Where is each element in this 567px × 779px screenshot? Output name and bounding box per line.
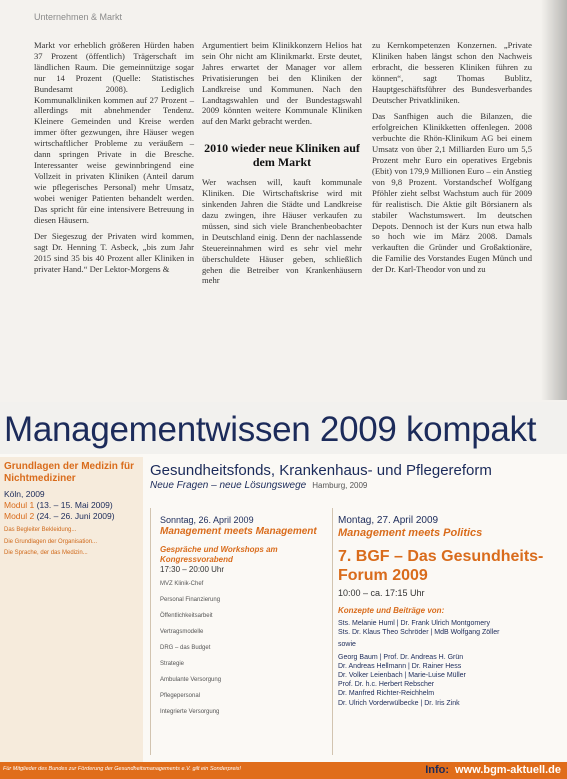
modul-label: Modul 1 bbox=[4, 500, 35, 510]
page-gutter-shadow bbox=[541, 0, 567, 400]
ad-main-subtitle bbox=[150, 480, 567, 491]
speaker-line: Sts. Melanie Huml | Dr. Frank Ulrich Montgomery bbox=[338, 620, 490, 627]
advertisement bbox=[0, 402, 567, 779]
ad-column-divider bbox=[150, 508, 151, 755]
list-item: Das Begleiter Bekleidung... bbox=[4, 527, 77, 533]
list-item: Die Grundlagen der Organisation... bbox=[4, 538, 98, 545]
list-item: Öffentlichkeitsarbeit bbox=[160, 613, 213, 619]
sunday-date: Sonntag, 26. April 2009 bbox=[160, 515, 254, 525]
website-url[interactable]: www.bgm-aktuell.de bbox=[455, 764, 561, 776]
speaker-line: Dr. Andreas Hellmann | Dr. Rainer Hess bbox=[338, 662, 462, 670]
subtitle-location: Hamburg, 2009 bbox=[312, 481, 368, 490]
list-item: Vertragsmodelle bbox=[160, 629, 204, 635]
ad-monday-column bbox=[338, 515, 548, 708]
article-paragraph: Der Siegeszug der Privaten wird kommen, sagt Dr. Henning T. Asbeck, „bis zum Jahr 2015 sind 35 bis 40 Prozent aller Kliniken in privater Hand.“ Der Lektor-Morgens & bbox=[34, 231, 194, 275]
ad-main-title: Gesundheitsfonds, Krankenhaus- und Pflegereform bbox=[150, 462, 492, 479]
speaker-line: Dr. Manfred Richter-Reichhelm bbox=[338, 690, 435, 698]
speaker-line: Prof. Dr. h.c. Herbert Rebscher bbox=[338, 681, 435, 689]
speaker-line: sowie bbox=[338, 641, 356, 649]
ad-sunday-column bbox=[160, 515, 330, 724]
list-item: Die Sprache, der das Medizin... bbox=[4, 550, 88, 557]
article-subheading: 2010 wieder neue Kliniken auf dem Markt bbox=[204, 141, 360, 170]
ad-website[interactable] bbox=[425, 764, 561, 776]
article-column-3 bbox=[372, 40, 532, 275]
ad-banner-title: Managementwissen 2009 kompakt bbox=[4, 410, 537, 449]
member-discount-note: Für Mitglieder des Bundes zur Förderung der Gesundheitsmanagements e.V. gilt ein Sonderpreis! bbox=[3, 766, 242, 772]
subtitle-text: Neue Fragen – neue Lösungswege bbox=[150, 480, 307, 491]
workshop-time: 17:30 – 20:00 Uhr bbox=[160, 565, 225, 574]
monday-theme: Management meets Politics bbox=[338, 527, 483, 539]
speakers-heading: Konzepte und Beiträge von: bbox=[338, 606, 445, 615]
event-time: 10:00 – ca. 17:15 Uhr bbox=[338, 588, 425, 598]
speaker-line: Georg Baum | Prof. Dr. Andreas H. Grün bbox=[338, 653, 464, 661]
article-paragraph: Argumentiert beim Klinikkonzern Helios hat sein Ohr nicht am Klinikmarkt. Erste deutet, Jahres erwartet der Manager vor allem Privatisierungen bei den Kliniken der Landkreise und Kommunen. Nach den Landtagswahlen und der Bundestagswahl 2009 könnten weitere Kommunale Kliniken auf den Markt gebracht werden. bbox=[202, 40, 362, 127]
article-paragraph: Markt vor erheblich größeren Hürden haben 37 Prozent (öffentlich) Trägerschaft im ländlichen Raum. Die gemeinnützige sogar nur 14 Prozent (Quelle: Statistisches Bundesamt 2008). Lediglich Kommunalkliniken kommen auf 27 Prozent – allerdings mit abnehmender Tendenz. Kleinere Gemeinden und Kreise werden immer öfter gezwungen, ihre Häuser wegen wirtschaftlicher Probleme zu veräußern – dann springen Private in die Bresche. Interessanter weise gewinnbringend eine Vollzeit in privaten Kliniken (Anteil darum wie pflegerisches Personal) mehr Umsatz, wobei weniger Patienten behandelt werden. Das spricht für eine intensivere Betreuung in diesen Häusern. bbox=[34, 40, 194, 225]
list-item: MVZ Klinik-Chef bbox=[160, 581, 204, 587]
workshop-title: Gespräche und Workshops am Kongressvorabend bbox=[160, 545, 278, 564]
ad-left-title: Grundlagen der Medizin für Nichtmediziner bbox=[4, 461, 135, 484]
speaker-line: Sts. Dr. Klaus Theo Schröder | MdB Wolfgang Zöller bbox=[338, 629, 500, 637]
modul-dates: (24. – 26. Juni 2009) bbox=[36, 511, 115, 521]
speaker-line: Dr. Volker Leienbach | Marie-Luise Müller bbox=[338, 672, 466, 680]
ad-left-topic-list bbox=[0, 522, 143, 565]
article-paragraph: zu Kernkompetenzen Konzernen. „Private Kliniken haben längst schon den Nachweis erbracht, die besseren Kliniken führen zu können“, sagt Thomas Bublitz, Hauptgeschäftsführer des Bundesverbandes Deutscher Privatkliniken. bbox=[372, 40, 532, 105]
ad-main-header bbox=[150, 462, 567, 491]
list-item: Pflegepersonal bbox=[160, 693, 201, 699]
ad-footer-bar bbox=[0, 762, 567, 779]
article-column-1 bbox=[34, 40, 194, 275]
list-item: Strategie bbox=[160, 661, 185, 667]
ad-banner bbox=[0, 402, 567, 454]
ad-left-panel bbox=[0, 457, 143, 763]
event-title: 7. BGF – Das Gesundheits-Forum 2009 bbox=[338, 548, 544, 584]
list-item: Integrierte Versorgung bbox=[160, 709, 220, 715]
sunday-theme: Management meets Management bbox=[160, 526, 317, 537]
list-item: Ambulante Versorgung bbox=[160, 677, 222, 683]
ad-left-location: Köln, 2009 bbox=[4, 489, 45, 499]
article-paragraph: Wer wachsen will, kauft kommunale Kliniken. Die Wirtschaftskrise wird mit sinkenden Jahren die Städte und Landkreise dazu zwingen, ihre Häuser verkaufen zu müssen, sind sich viele Branchenbeobachter in Deutschland einig. Denn der nachlassende Steuereinnahmen wird es sehr viel mehr überschuldete Häuser geben, schließlich gehen die Betreiber von Krankenhäusern mehr bbox=[202, 177, 362, 286]
workshop-topic-list bbox=[160, 580, 330, 716]
list-item: Personal Finanzierung bbox=[160, 597, 221, 603]
ad-left-modul-2 bbox=[0, 511, 143, 522]
ad-column-divider bbox=[332, 508, 333, 755]
list-item: DRG – das Budget bbox=[160, 645, 211, 651]
article-paragraph: Das Sanfhigen auch die Bilanzen, die erfolgreichen Klinikketten offenlegen. 2008 verbuchte die Rhön-Klinikum AG bei einem Umsatz von über 2,1 Milliarden Euro um 5,5 Prozent mehr Euro ein operatives Ergebnis (Ebit) von 179,9 Millionen Euro – ein Anstieg von 9,8 Prozent. Vorstandschef Wolfgang Pföhler zieht selbst Wachstum auch für 2009 für realistisch. Die Aktie gilt Börsianern als stabiler Wachstumswert. Im deutschen Depots. Dennoch ist der Kurs nun etwa halb so hoch wie im März 2008. Damals verkauften die Gründer und Großaktionäre, die Familie des Vorstandes Eugen Münch und der Dr. Karl-Theodor von und zu bbox=[372, 111, 532, 275]
article-column-2 bbox=[202, 40, 362, 286]
speakers-list bbox=[338, 619, 548, 708]
speaker-line: Dr. Ulrich Vorderwülbecke | Dr. Iris Zink bbox=[338, 699, 460, 707]
modul-dates: (13. – 15. Mai 2009) bbox=[36, 500, 113, 510]
section-header: Unternehmen & Markt bbox=[34, 12, 123, 22]
modul-label: Modul 2 bbox=[4, 511, 35, 521]
info-label: Info: bbox=[425, 764, 450, 776]
monday-date: Montag, 27. April 2009 bbox=[338, 515, 439, 526]
ad-left-modul-1 bbox=[0, 500, 143, 511]
